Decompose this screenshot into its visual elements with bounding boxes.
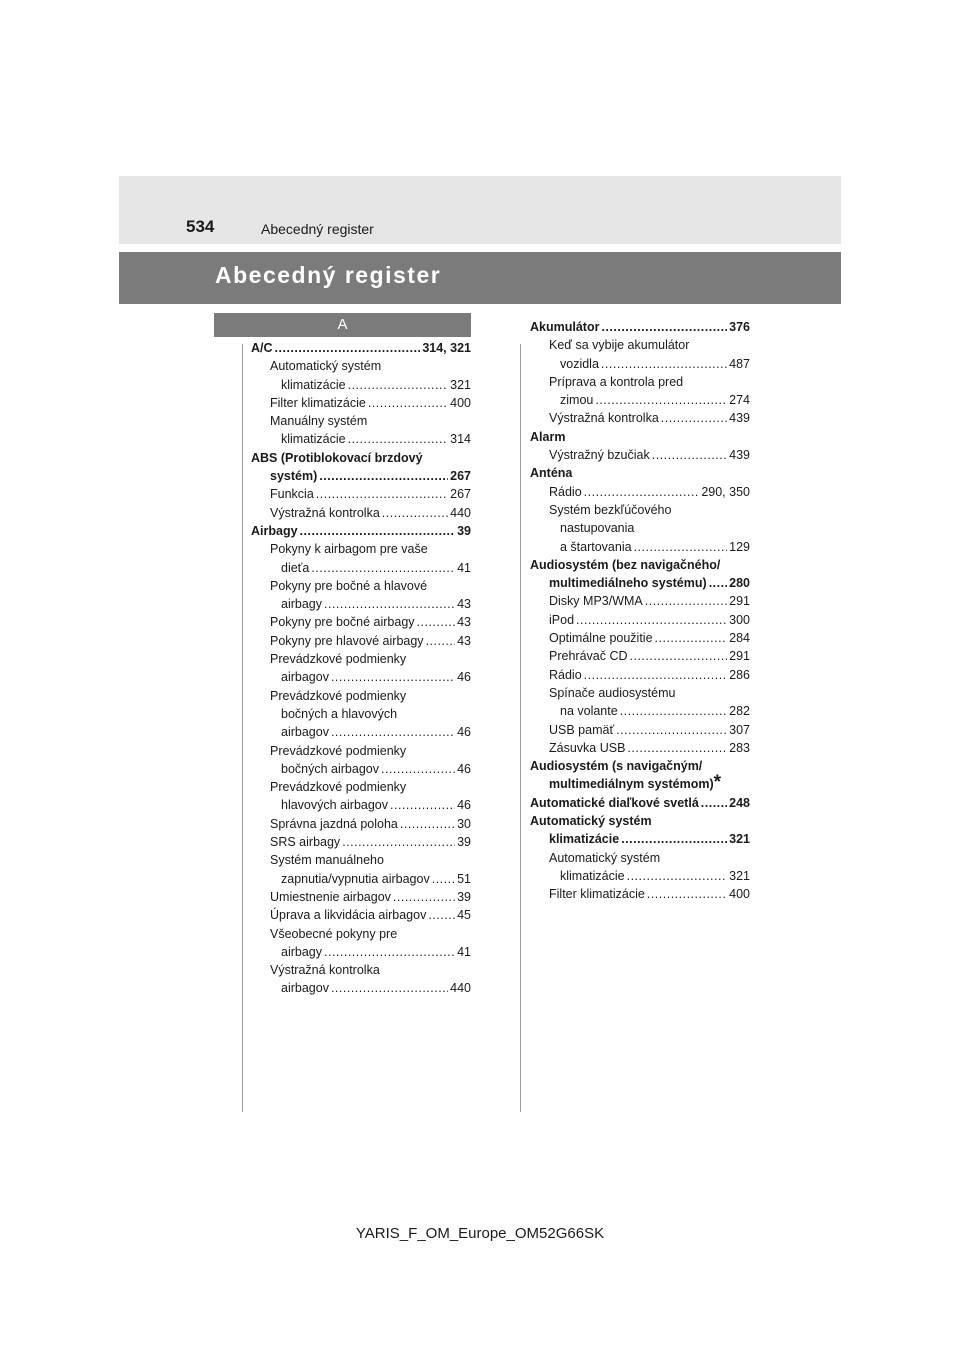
index-entry <box>530 611 750 629</box>
entry-term: bočných airbagov <box>281 761 379 776</box>
index-entry <box>251 357 471 375</box>
entry-term: Príprava a kontrola pred <box>549 374 684 389</box>
entry-term: Systém manuálneho <box>270 853 384 868</box>
index-entry <box>251 339 471 357</box>
dot-leader <box>319 467 448 485</box>
page-reference: 290, 350 <box>701 484 750 499</box>
entry-term: Správna jazdná poloha <box>270 816 398 831</box>
entry-term: Optimálne použitie <box>549 631 653 646</box>
dot-leader <box>584 483 700 501</box>
index-entry <box>530 721 750 739</box>
dot-leader <box>426 632 456 650</box>
dot-leader <box>331 668 455 686</box>
entry-term: Umiestnenie airbagov <box>270 889 391 904</box>
index-entry <box>251 449 471 467</box>
page-reference: 46 <box>457 798 471 813</box>
index-entry <box>530 684 750 702</box>
dot-leader <box>324 943 455 961</box>
index-entry <box>530 592 750 610</box>
page-reference: 440 <box>450 981 471 996</box>
entry-term: Spínače audiosystému <box>549 685 676 700</box>
dot-leader <box>368 394 448 412</box>
page-reference: 286 <box>729 667 750 682</box>
page-number: 534 <box>186 217 215 236</box>
entry-term: Všeobecné pokyny pre <box>270 926 398 941</box>
entry-term: Audiosystém (s navigačným/ <box>530 759 703 774</box>
dot-leader <box>331 723 455 741</box>
entry-term: Prevádzkové podmienky <box>270 780 407 795</box>
index-entry <box>530 867 750 885</box>
entry-term: Akumulátor <box>530 320 600 334</box>
page-reference: 314 <box>450 432 471 447</box>
entry-term: A/C <box>251 341 273 355</box>
dot-leader <box>324 595 455 613</box>
entry-term: Pokyny pre bočné a hlavové <box>270 578 428 593</box>
index-entry <box>530 794 750 812</box>
dot-leader <box>595 391 727 409</box>
index-column-right <box>530 318 750 904</box>
entry-term: bočných a hlavových <box>281 706 398 721</box>
index-entry <box>251 668 471 686</box>
page-reference: 267 <box>450 469 471 484</box>
index-entry <box>530 355 750 373</box>
dot-leader <box>576 611 727 629</box>
index-entry <box>530 885 750 903</box>
page-reference: 39 <box>457 523 471 538</box>
entry-term: Filter klimatizácie <box>549 887 645 902</box>
entry-term: SRS airbagy <box>270 835 341 850</box>
index-entry <box>251 522 471 540</box>
dot-leader <box>381 760 455 778</box>
page-reference: 439 <box>729 448 750 463</box>
index-entry <box>251 888 471 906</box>
section-letter: A <box>214 313 471 337</box>
dot-leader <box>630 647 728 665</box>
index-entry <box>530 336 750 354</box>
index-entry <box>251 559 471 577</box>
entry-term: multimediálnym systémom) <box>549 777 714 792</box>
entry-term: klimatizácie <box>281 432 346 447</box>
index-entry <box>251 412 471 430</box>
index-entry <box>530 501 750 519</box>
page-reference: 43 <box>457 615 471 630</box>
entry-term: Manuálny systém <box>270 414 368 429</box>
index-entry <box>530 647 750 665</box>
index-entry <box>251 430 471 448</box>
index-entry <box>251 485 471 503</box>
entry-term: Automatický systém <box>549 850 661 865</box>
entry-term: Disky MP3/WMA <box>549 594 643 609</box>
index-entry <box>530 830 750 848</box>
index-entry <box>530 702 750 720</box>
index-entry <box>251 870 471 888</box>
index-entry <box>530 446 750 464</box>
index-entry <box>251 723 471 741</box>
entry-term: USB pamäť <box>549 722 615 737</box>
entry-term: dieťa <box>281 560 310 575</box>
entry-term: Prevádzkové podmienky <box>270 743 407 758</box>
index-entry <box>251 467 471 485</box>
entry-term: zapnutia/vypnutia airbagov <box>281 871 430 886</box>
dot-leader <box>348 430 449 448</box>
index-entry <box>251 961 471 979</box>
page-reference: 43 <box>457 633 471 648</box>
entry-term: Prevádzkové podmienky <box>270 688 407 703</box>
page-title: Abecedný register <box>215 262 442 288</box>
index-entry <box>251 760 471 778</box>
index-entry <box>530 428 750 446</box>
dot-leader <box>311 559 455 577</box>
index-entry <box>251 742 471 760</box>
dot-leader <box>621 830 727 848</box>
entry-term: Prevádzkové podmienky <box>270 652 407 667</box>
index-entry <box>530 812 750 830</box>
index-entry: multimediálnym systémom) * <box>549 772 722 794</box>
index-entry <box>251 595 471 613</box>
entry-term: klimatizácie <box>560 868 625 883</box>
index-entry <box>530 666 750 684</box>
page-reference: 314, 321 <box>422 341 471 355</box>
entry-term: Výstražný bzučiak <box>549 448 650 463</box>
index-entry <box>251 796 471 814</box>
entry-term: Systém bezkľúčového <box>549 502 672 517</box>
index-entry <box>251 833 471 851</box>
entry-term: Pokyny pre bočné airbagy <box>270 615 415 630</box>
index-entry <box>530 739 750 757</box>
dot-leader <box>316 485 448 503</box>
entry-term: vozidla <box>560 356 599 371</box>
column-rule-left <box>242 344 243 1112</box>
page-reference: 487 <box>729 356 750 371</box>
entry-term: Výstražná kontrolka <box>549 411 659 426</box>
page-reference: 284 <box>729 631 750 646</box>
index-entry <box>530 409 750 427</box>
entry-term: Pokyny pre hlavové airbagy <box>270 633 424 648</box>
dot-leader <box>620 702 727 720</box>
page-reference: 39 <box>457 835 471 850</box>
entry-term: Výstražná kontrolka <box>270 963 380 978</box>
running-title: Abecedný register <box>261 221 374 237</box>
index-entry <box>530 538 750 556</box>
dot-leader <box>348 376 449 394</box>
page-reference: 30 <box>457 816 471 831</box>
dot-leader <box>645 592 727 610</box>
index-entry <box>251 778 471 796</box>
entry-term: Filter klimatizácie <box>270 395 366 410</box>
entry-term: Alarm <box>530 429 566 444</box>
index-entry <box>530 849 750 867</box>
dot-leader <box>661 409 727 427</box>
dot-leader <box>417 613 456 631</box>
page-reference: 46 <box>457 725 471 740</box>
index-entry <box>251 540 471 558</box>
page-reference: 46 <box>457 761 471 776</box>
entry-term: airbagy <box>281 944 322 959</box>
index-entry <box>251 943 471 961</box>
dot-leader <box>701 794 727 812</box>
dot-leader <box>709 574 727 592</box>
page-reference: 283 <box>729 740 750 755</box>
page-reference: 51 <box>457 871 471 886</box>
dot-leader <box>627 867 728 885</box>
entry-term: zimou <box>560 393 594 408</box>
dot-leader <box>627 739 727 757</box>
page-reference: 321 <box>450 377 471 392</box>
dot-leader <box>601 355 727 373</box>
entry-term: na volante <box>560 704 618 719</box>
entry-term: klimatizácie <box>549 832 620 847</box>
dot-leader <box>616 721 727 739</box>
index-entry <box>251 632 471 650</box>
page-reference: 400 <box>450 395 471 410</box>
dot-leader <box>428 906 455 924</box>
page-reference: 282 <box>729 704 750 719</box>
dot-leader <box>634 538 728 556</box>
index-entry <box>251 376 471 394</box>
header-band <box>119 176 841 244</box>
dot-leader <box>647 885 727 903</box>
index-entry <box>251 906 471 924</box>
index-entry <box>530 629 750 647</box>
page-reference: 440 <box>450 505 471 520</box>
dot-leader <box>655 629 728 647</box>
dot-leader <box>432 870 455 888</box>
page-reference: 321 <box>729 832 750 847</box>
index-entry <box>251 687 471 705</box>
page-reference: 274 <box>729 393 750 408</box>
entry-term: Anténa <box>530 466 573 481</box>
entry-term: Prehrávač CD <box>549 649 628 664</box>
entry-term: multimediálneho systému) <box>549 576 707 591</box>
entry-term: Audiosystém (bez navigačného/ <box>530 557 721 572</box>
index-entry <box>530 483 750 501</box>
index-entry <box>251 504 471 522</box>
dot-leader <box>300 522 456 540</box>
entry-term: airbagov <box>281 670 329 685</box>
entry-term: klimatizácie <box>281 377 346 392</box>
column-rule-right <box>520 344 521 1112</box>
dot-leader <box>331 979 448 997</box>
dot-leader <box>400 815 455 833</box>
index-entry <box>530 318 750 336</box>
entry-term: airbagy <box>281 597 322 612</box>
entry-term: a štartovania <box>560 539 632 554</box>
page-reference: 46 <box>457 670 471 685</box>
entry-term: Úprava a likvidácia airbagov <box>270 908 427 923</box>
page-reference: 439 <box>729 411 750 426</box>
page-reference: 248 <box>729 795 750 810</box>
page-reference: 45 <box>457 908 471 923</box>
entry-term: Výstražná kontrolka <box>270 505 380 520</box>
page-reference: 307 <box>729 722 750 737</box>
index-entry <box>530 574 750 592</box>
index-entry <box>251 650 471 668</box>
dot-leader <box>652 446 727 464</box>
dot-leader <box>601 318 727 336</box>
page-reference: 267 <box>450 487 471 502</box>
index-entry <box>251 925 471 943</box>
index-entry <box>251 577 471 595</box>
page-reference: 400 <box>729 887 750 902</box>
dot-leader <box>342 833 455 851</box>
entry-term: Automatický systém <box>530 814 652 829</box>
entry-term: airbagov <box>281 725 329 740</box>
index-entry <box>530 373 750 391</box>
dot-leader <box>390 796 455 814</box>
entry-term: ABS (Protiblokovací brzdový <box>251 450 423 465</box>
entry-term: Pokyny k airbagom pre vaše <box>270 542 428 557</box>
entry-term: Rádio <box>549 484 582 499</box>
page-reference: 321 <box>729 868 750 883</box>
dot-leader <box>584 666 727 684</box>
index-entry <box>251 851 471 869</box>
index-entry <box>530 464 750 482</box>
page-reference: 291 <box>729 649 750 664</box>
entry-term: Airbagy <box>251 523 298 538</box>
entry-term: nastupovania <box>560 521 635 536</box>
page-reference: 43 <box>457 597 471 612</box>
index-column-left <box>251 339 471 998</box>
entry-term: Funkcia <box>270 487 314 502</box>
index-entry <box>530 556 750 574</box>
dot-leader <box>382 504 448 522</box>
entry-term: Zásuvka USB <box>549 740 626 755</box>
entry-term: Keď sa vybije akumulátor <box>549 338 690 353</box>
entry-term: Rádio <box>549 667 582 682</box>
entry-term: Automatický systém <box>270 359 382 374</box>
page-reference: 291 <box>729 594 750 609</box>
page-reference: 129 <box>729 539 750 554</box>
page-reference: 376 <box>729 320 750 334</box>
entry-term: systém) <box>270 469 318 484</box>
footer-doc-code: YARIS_F_OM_Europe_OM52G66SK <box>355 1225 605 1242</box>
page-reference: 41 <box>457 560 471 575</box>
index-entry <box>251 979 471 997</box>
page-reference: 300 <box>729 612 750 627</box>
index-entry <box>530 519 750 537</box>
dot-leader <box>275 339 421 357</box>
page-reference: 41 <box>457 944 471 959</box>
entry-term: Automatické diaľkové svetlá <box>530 795 699 810</box>
index-entry <box>530 391 750 409</box>
index-entry <box>251 705 471 723</box>
entry-term: iPod <box>549 612 575 627</box>
index-entry <box>251 394 471 412</box>
index-entry <box>251 613 471 631</box>
entry-term: hlavových airbagov <box>281 798 389 813</box>
entry-term: airbagov <box>281 981 329 996</box>
page-reference: 39 <box>457 889 471 904</box>
page-reference: 280 <box>729 576 750 591</box>
dot-leader <box>393 888 455 906</box>
index-entry <box>251 815 471 833</box>
